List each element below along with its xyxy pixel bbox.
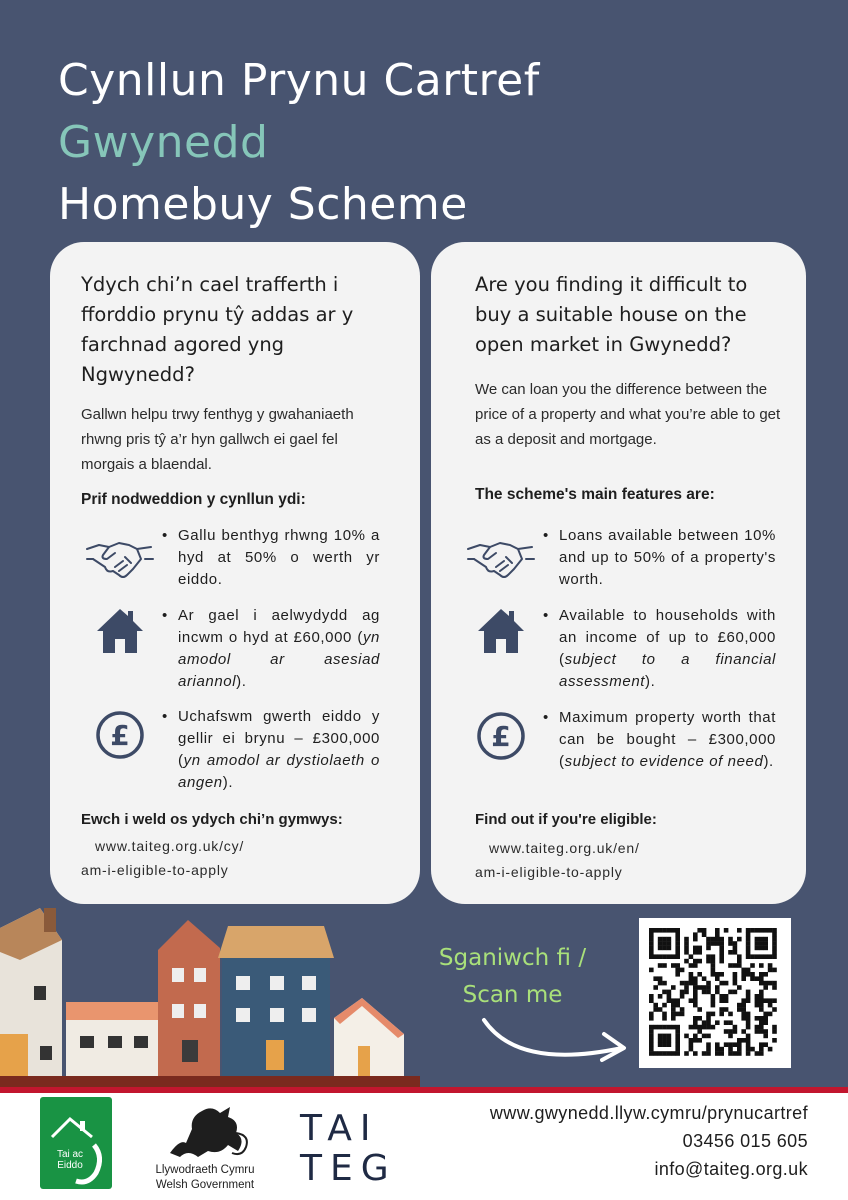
english-f2-italic: subject to a financial assessment xyxy=(559,651,776,690)
wg-english-name: Welsh Government xyxy=(155,1179,255,1191)
phone-number[interactable]: 03456 015 605 xyxy=(682,1131,808,1151)
house-icon xyxy=(461,605,541,693)
welsh-features-heading: Prif nodweddion y cynllun ydi: xyxy=(81,491,306,508)
wg-welsh-name: Llywodraeth Cymru xyxy=(155,1164,255,1176)
scan-me-english: Scan me xyxy=(462,982,563,1008)
house-icon xyxy=(80,605,160,693)
title-line-english: Homebuy Scheme xyxy=(58,179,468,230)
welsh-f3-italic: yn amodol ar dystiolaeth o angen xyxy=(178,752,380,791)
english-feature-income xyxy=(461,605,776,693)
welsh-f3-part1: Uchafswm gwerth eiddo y gellir ei brynu – £300,000 ( xyxy=(178,708,380,769)
handshake-icon xyxy=(80,525,160,591)
title-line-welsh: Cynllun Prynu Cartref xyxy=(58,55,540,106)
welsh-government-text xyxy=(150,1163,260,1193)
welsh-f3-part2: ). xyxy=(222,774,234,791)
welsh-url-line2: am-i-eligible-to-apply xyxy=(81,862,229,878)
tai-teg-row1: TAI xyxy=(300,1108,379,1149)
welsh-feature-max-price-text xyxy=(160,706,380,794)
english-intro: We can loan you the difference between the price of a property and what you’re able to get as a deposit and mortgage. xyxy=(475,381,781,448)
tai-ac-eiddo-logo xyxy=(40,1097,112,1189)
english-feature-loan xyxy=(461,525,776,591)
english-f3-part2: ). xyxy=(763,753,774,770)
handshake-icon xyxy=(461,525,541,591)
english-url-line2: am-i-eligible-to-apply xyxy=(475,864,623,880)
website-link[interactable]: www.gwynedd.llyw.cymru/prynucartref xyxy=(489,1103,808,1123)
scan-me-label xyxy=(420,940,605,1014)
welsh-intro: Gallwn helpu trwy fenthyg y gwahaniaeth rhwng pris tŷ a’r hyn gallwch ei gael fel morgais a blaendal. xyxy=(81,406,354,473)
welsh-government-logo xyxy=(150,1099,260,1195)
welsh-info-card xyxy=(50,242,420,904)
welsh-eligibility-link[interactable] xyxy=(81,834,244,882)
scan-me-welsh: Sganiwch fi / xyxy=(438,945,587,971)
dragon-icon xyxy=(150,1099,260,1163)
welsh-f2-part1: Ar gael i aelwydydd ag incwm o hyd at £60,000 ( xyxy=(178,607,380,646)
tai-teg-logo xyxy=(300,1109,400,1189)
english-url-line1: www.taiteg.org.uk/en/ xyxy=(489,840,640,856)
english-info-card xyxy=(431,242,806,904)
welsh-feature-loan-text: • Gallu benthyg rhwng 10% a hyd at 50% o werth yr eiddo. xyxy=(160,525,380,591)
english-feature-income-text xyxy=(541,605,776,693)
english-feature-loan-text: • Loans available between 10% and up to 50% of a property's worth. xyxy=(541,525,776,591)
pound-icon xyxy=(80,706,160,794)
english-f2-part1: Available to households with an income of up to £60,000 ( xyxy=(559,607,776,668)
wooden-houses-illustration xyxy=(0,900,420,1092)
tai-logo-text: Tai ac Eiddo xyxy=(56,1149,84,1171)
welsh-question: Ydych chi’n cael trafferth i fforddio prynu tŷ addas ar y farchnad agored yng Ngwynedd? xyxy=(81,273,354,386)
tai-teg-row2: TEG xyxy=(300,1148,397,1189)
qr-code-icon xyxy=(649,928,781,1058)
email-link[interactable]: info@taiteg.org.uk xyxy=(654,1159,808,1179)
english-eligibility-link[interactable] xyxy=(475,836,640,884)
english-question: Are you finding it difficult to buy a suitable house on the open market in Gwynedd? xyxy=(475,273,748,356)
poster-title xyxy=(58,50,818,236)
qr-code[interactable] xyxy=(639,918,791,1068)
curved-arrow-icon xyxy=(478,1010,638,1080)
english-eligibility-heading: Find out if you're eligible: xyxy=(475,811,657,828)
svg-text:£: £ xyxy=(491,720,511,753)
welsh-feature-income-text xyxy=(160,605,380,693)
english-features-heading: The scheme's main features are: xyxy=(475,486,715,503)
english-feature-max-price-text xyxy=(541,707,776,773)
english-f2-part2: ). xyxy=(645,673,656,690)
pound-icon xyxy=(461,707,541,773)
welsh-feature-max-price xyxy=(80,706,380,794)
footer xyxy=(0,1093,848,1200)
welsh-f2-part2: ). xyxy=(236,673,247,690)
contact-details xyxy=(490,1099,808,1183)
welsh-eligibility-heading: Ewch i weld os ydych chi’n gymwys: xyxy=(81,811,343,828)
welsh-feature-loan xyxy=(80,525,380,591)
welsh-f2-italic: yn amodol ar asesiad ariannol xyxy=(178,629,380,690)
svg-text:£: £ xyxy=(110,719,130,752)
english-feature-max-price xyxy=(461,707,776,773)
english-f3-italic: subject to evidence of need xyxy=(564,753,764,770)
title-line-gwynedd: Gwynedd xyxy=(58,117,269,168)
welsh-url-line1: www.taiteg.org.uk/cy/ xyxy=(95,838,245,854)
english-f3-part1: Maximum property worth that can be bought – £300,000 ( xyxy=(559,709,776,770)
welsh-feature-income xyxy=(80,605,380,693)
